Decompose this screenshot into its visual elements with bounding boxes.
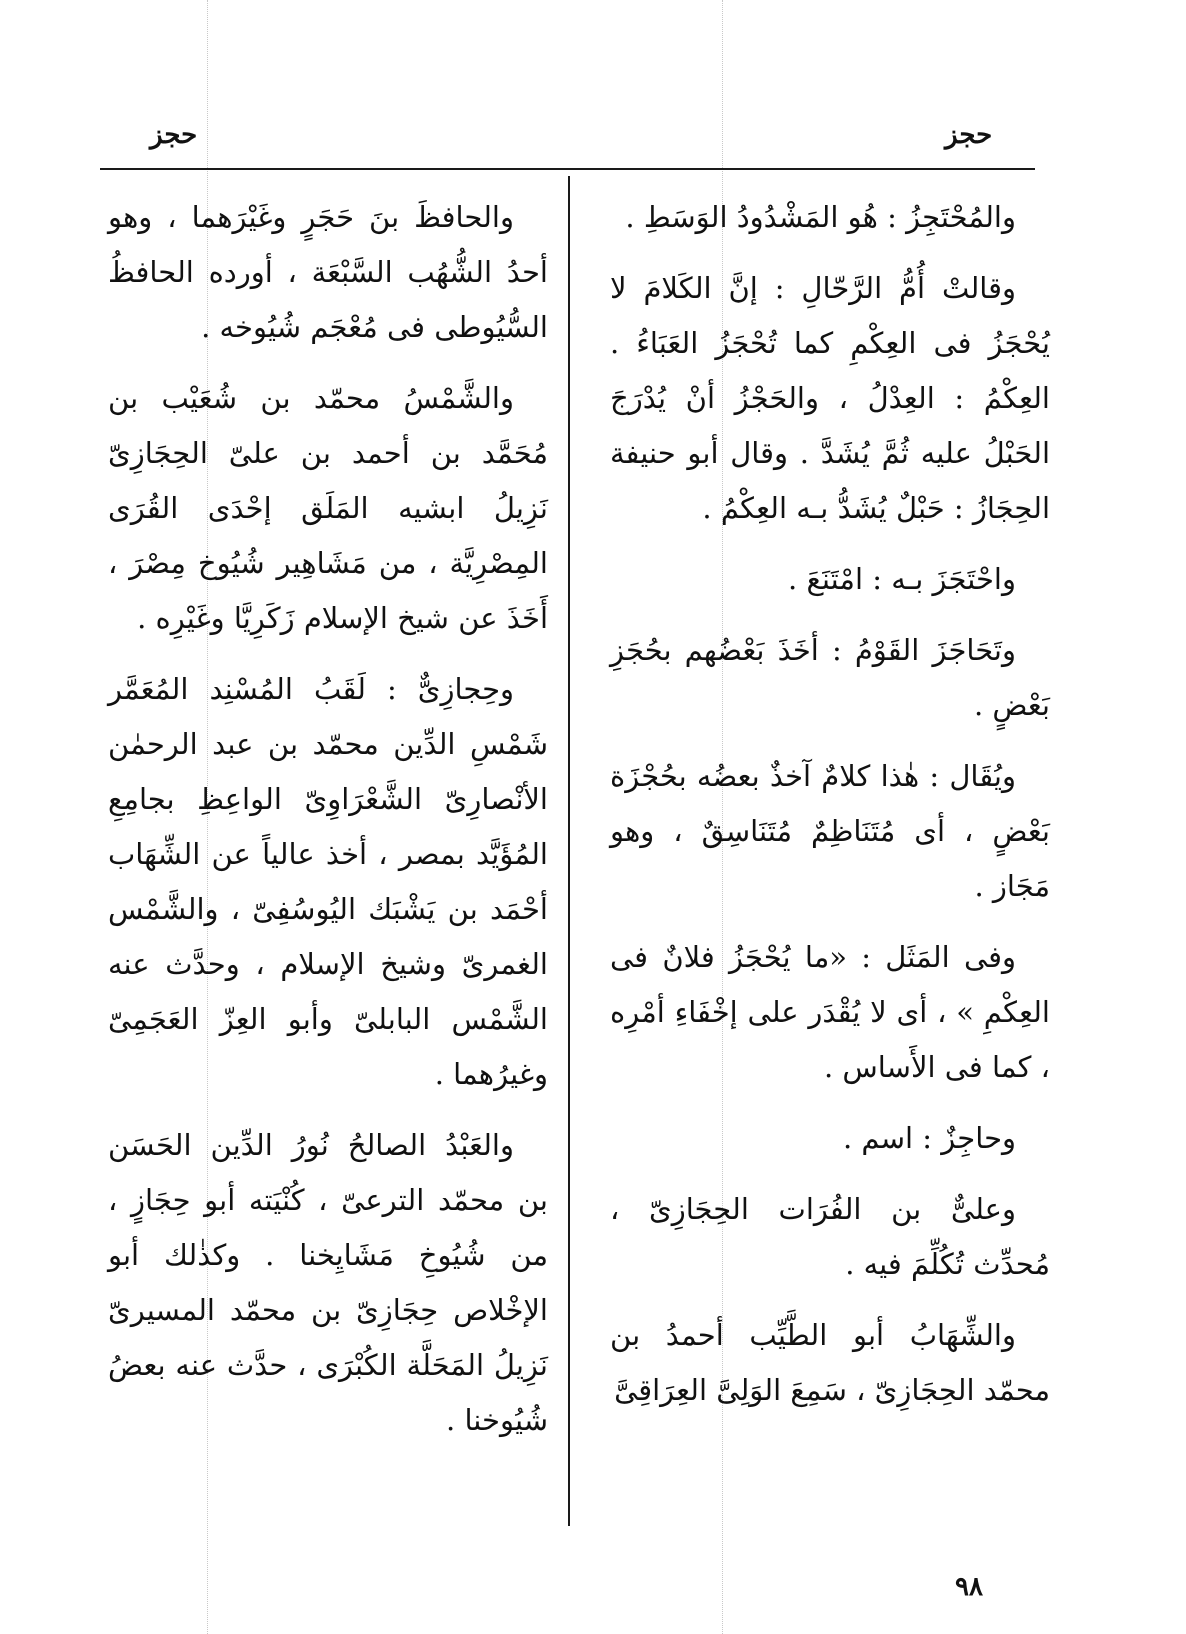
entry-paragraph: والشِّهَابُ أبو الطَّيِّب أحمدُ بن محمّد الحِجَازِىّ ، سَمِعَ الوَلِىَّ العِرَاقِىَّ: [610, 1318, 1050, 1407]
left-column: [108, 190, 548, 1464]
entry-paragraph: والعَبْدُ الصالحُ نُورُ الدِّين الحَسَن بن محمّد الترعىّ ، كُنْيَته أبو حِجَازٍ ، من شُيُوخِ مَشَايِخنا . وكذٰلك أبو الإخْلاص حِجَازِىّ بن محمّد المسيرىّ نَزِيلُ المَحَلَّة الكُبْرَى ، حدَّث عنه بعضُ شُيُوخنا .: [108, 1128, 548, 1437]
entry-paragraph: والحافظَ بنَ حَجَرٍ وغَيْرَهما ، وهو أحدُ الشُّهُب السَّبْعَة ، أورده الحافظُ السُّيُوطى فى مُعْجَم شُيُوخه .: [108, 200, 548, 344]
entry-paragraph: وفى المَثَل : «ما يُحْجَزُ فلانٌ فى العِكْمِ » ، أى لا يُقْدَر على إخْفَاءِ أمْرِه ، كما فى الأَساس .: [610, 940, 1050, 1084]
entry-paragraph: وحاجِزٌ : اسم .: [843, 1121, 1016, 1155]
entry-paragraph: واحْتَجَزَ بـه : امْتَنَعَ .: [788, 562, 1016, 596]
running-head-left: حجز: [150, 120, 198, 150]
entry-paragraph: وتَحَاجَزَ القَوْمُ : أخَذَ بَعْضُهم بحُجَزِ بَعْضٍ .: [610, 633, 1050, 722]
right-column: [610, 190, 1050, 1434]
running-head-right: حجز: [945, 120, 993, 150]
header-rule: [100, 168, 1035, 170]
page-number: ٩٨: [955, 1572, 983, 1602]
entry-paragraph: وحِجازِىٌّ : لَقَبُ المُسْنِد المُعَمَّر شَمْسِ الدِّين محمّد بن عبد الرحمٰن الأنْصارِىّ الشَّعْرَاوِىّ الواعِظِ بجامِعِ المُؤَيَّد بمصر ، أخذ عالياً عن الشِّهَاب أحْمَد بن يَشْبَك اليُوسُفِىّ ، والشَّمْس الغمرىّ وشيخ الإسلام ، وحدَّث عنه الشَّمْس البابلىّ وأبو العِزّ العَجَمِىّ وغيرُهما .: [108, 672, 548, 1091]
entry-paragraph: ويُقَال : هٰذا كلامٌ آخذٌ بعضُه بحُجْزَة بَعْضٍ ، أى مُتَنَاظِمٌ مُتَنَاسِقٌ ، وهو مَجَاز .: [610, 759, 1050, 903]
entry-paragraph: والشَّمْسُ محمّد بن شُعَيْب بن مُحَمَّد بن أحمد بن علىّ الحِجَازِىّ نَزِيلُ ابشيه المَلَق إحْدَى القُرَى المِصْرِيَّة ، من مَشَاهِير شُيُوخ مِصْرَ ، أَخَذَ عن شيخ الإسلام زَكَرِيَّا وغَيْرِه .: [108, 381, 548, 635]
entry-paragraph: وقالتْ أُمُّ الرَّحّالِ : إنَّ الكَلامَ لا يُحْجَزُ فى العِكْمِ كما تُحْجَزُ العَبَاءُ . العِكْمُ : العِدْلُ ، والحَجْزُ أنْ يُدْرَجَ الحَبْلُ عليه ثُمَّ يُشَدَّ . وقال أبو حنيفة الحِجَازُ : حَبْلٌ يُشَدُّ بـه العِكْمُ .: [610, 271, 1050, 525]
entry-paragraph: والمُحْتَجِزُ : هُو المَشْدُودُ الوَسَطِ .: [625, 200, 1016, 234]
column-divider: [568, 176, 570, 1526]
entry-paragraph: وعلىٌّ بن الفُرَات الحِجَازِىّ ، مُحدِّث تُكُلِّمَ فيه .: [610, 1192, 1050, 1281]
